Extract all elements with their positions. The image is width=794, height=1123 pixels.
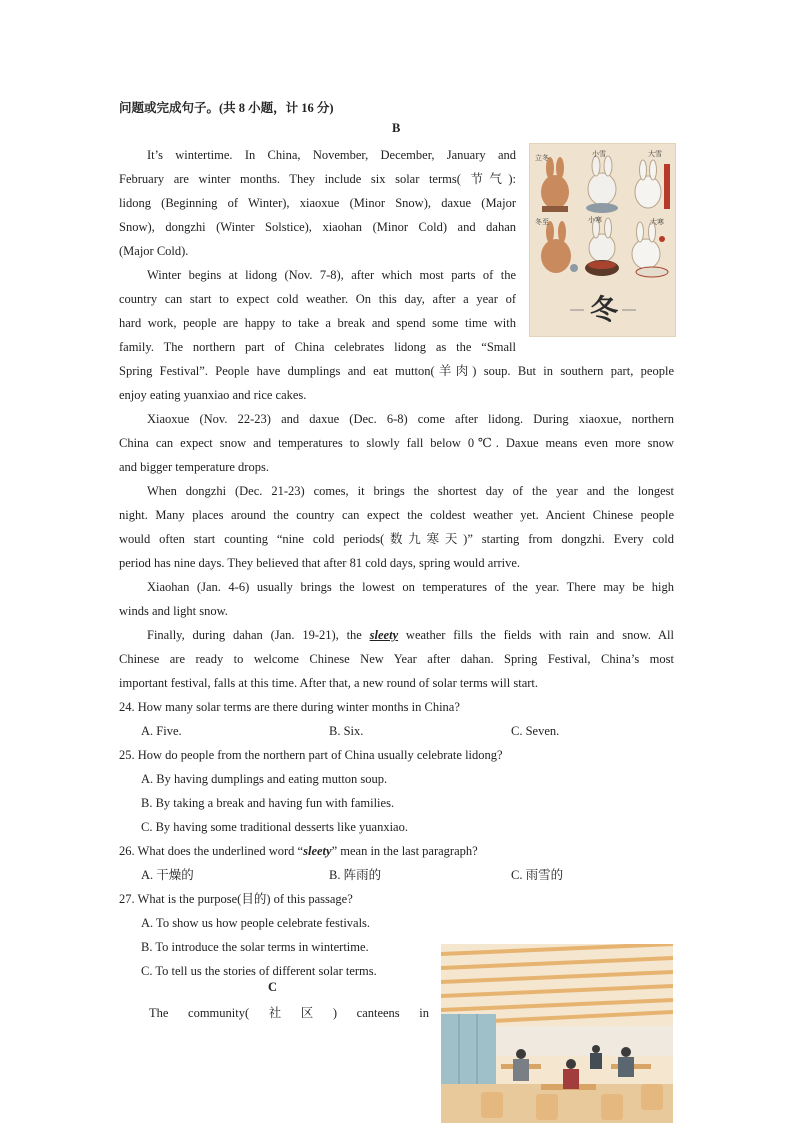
option-24-c: C. Seven. (511, 724, 560, 738)
p5-line: winds and light snow. (119, 604, 228, 618)
q26-text: ” mean in the last paragraph? (331, 844, 478, 858)
option-27-b: B. To introduce the solar terms in wintertime. (141, 940, 369, 954)
p2-line: family. The northern part of China celebrates lidong as the “Small (119, 340, 516, 354)
p2-line: Winter begins at lidong (Nov. 7-8), after which most parts of the (147, 268, 516, 282)
c-word: ) (332, 1006, 338, 1020)
option-26-b: B. 阵雨的 (329, 868, 382, 882)
p3-line: China can expect snow and temperatures to slowly fall below 0℃. Daxue means even more snow (119, 436, 674, 450)
p4-line: night. Many places around the country can expect the coldest weather yet. Ancient Chinese people (119, 508, 674, 522)
c-word: community( (188, 1006, 250, 1020)
option-27-a: A. To show us how people celebrate festivals. (141, 916, 371, 930)
p1-line: It’s wintertime. In China, November, December, January and (147, 148, 516, 162)
term-label: 立冬 (535, 154, 549, 162)
option-25-b: B. By taking a break and having fun with families. (141, 796, 395, 810)
p2-line: Spring Festival”. People have dumplings and eat mutton(羊肉) soup. But in southern part, people (119, 364, 674, 378)
q26-word: sleety (303, 844, 332, 858)
c-first-line (149, 1001, 429, 1025)
question-25: 25. How do people from the northern part of China usually celebrate lidong? (119, 748, 503, 762)
option-24-a: A. Five. (141, 724, 182, 738)
option-27-c: C. To tell us the stories of different solar terms. (141, 964, 377, 978)
option-25-a: A. By having dumplings and eating mutton soup. (141, 772, 388, 786)
option-26-a: A. 干燥的 (141, 868, 194, 882)
p3-line: and bigger temperature drops. (119, 460, 269, 474)
term-label: 冬至 (535, 218, 549, 226)
p1-line: lidong (Beginning of Winter), xiaoxue (Minor Snow), daxue (Major (119, 196, 516, 210)
winter-solar-terms-poster (529, 143, 676, 337)
p5-line: Xiaohan (Jan. 4-6) usually brings the lowest on temperatures of the year. There may be high (147, 580, 674, 594)
p4-line: period has nine days. They believed that after 81 cold days, spring would arrive. (119, 556, 521, 570)
c-word: 区 (300, 1006, 314, 1020)
underlined-word: sleety (369, 628, 399, 642)
question-24: 24. How many solar terms are there during winter months in China? (119, 700, 460, 714)
p6-text: Finally, during dahan (Jan. 19-21), the (147, 628, 370, 642)
poster-big-character: 冬 (590, 293, 619, 326)
p3-line: Xiaoxue (Nov. 22-23) and daxue (Dec. 6-8) come after lidong. During xiaoxue, northern (147, 412, 674, 426)
term-label: 小寒 (588, 216, 602, 224)
p4-line: When dongzhi (Dec. 21-23) comes, it brings the shortest day of the year and the longest (147, 484, 674, 498)
option-25-c: C. By having some traditional desserts like yuanxiao. (141, 820, 408, 834)
question-26 (119, 839, 478, 863)
c-word: The (149, 1006, 169, 1020)
c-word: canteens (356, 1006, 400, 1020)
p1-line: (Major Cold). (119, 244, 189, 258)
q26-text: 26. What does the underlined word “ (119, 844, 304, 858)
term-label: 小雪 (592, 150, 606, 158)
rabbit-illustration (635, 160, 670, 209)
section-c-heading: C (268, 980, 278, 994)
c-word: in (419, 1006, 429, 1020)
instruction-text: 问题或完成句子。(共 8 小题，计 16 分) (119, 101, 334, 115)
term-label: 大寒 (650, 218, 664, 226)
poster-illustration (530, 144, 675, 336)
p2-line: enjoy eating yuanxiao and rice cakes. (119, 388, 307, 402)
option-24-b: B. Six. (329, 724, 364, 738)
canteen-illustration (441, 944, 673, 1123)
p1-line: Snow), dongzhi (Winter Solstice), xiaohan (Minor Cold) and dahan (119, 220, 516, 234)
p6-text: weather fills the fields with rain and snow. All (398, 628, 674, 642)
c-word: 社 (268, 1006, 282, 1020)
p6-line: Chinese are ready to welcome Chinese New Year after dahan. Spring Festival, China’s most (119, 652, 674, 666)
section-b-heading: B (392, 121, 401, 135)
p2-line: country can start to expect cold weather. On this day, after a year of (119, 292, 516, 306)
question-27: 27. What is the purpose(目的) of this passage? (119, 892, 353, 906)
p6-line: important festival, falls at this time. After that, a new round of solar terms will start. (119, 676, 539, 690)
p4-line: would often start counting “nine cold periods(数九寒天)” starting from dongzhi. Every cold (119, 532, 674, 546)
p1-line: February are winter months. They include six solar terms( 节气): (119, 172, 516, 186)
term-label: 大雪 (648, 150, 662, 158)
community-canteen-photo (441, 944, 673, 1123)
p6-line (147, 623, 674, 647)
option-26-c: C. 雨雪的 (511, 868, 564, 882)
p2-line: hard work, people are happy to take a break and spend some time with (119, 316, 516, 330)
